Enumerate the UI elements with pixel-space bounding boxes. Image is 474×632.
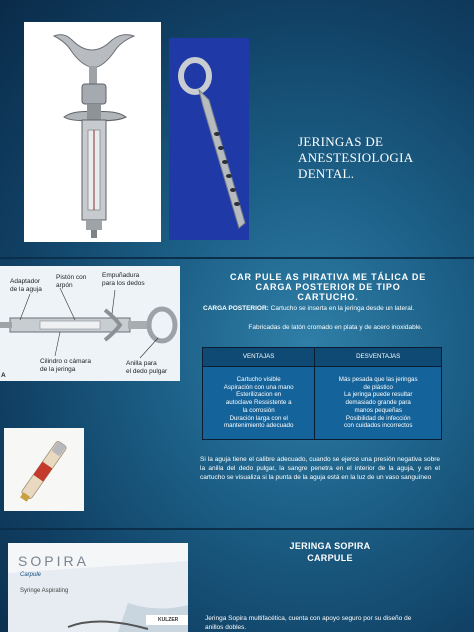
ventaja-line: Aspiración con una mano <box>223 383 294 391</box>
ventajas-desventajas-table <box>202 347 442 440</box>
ventaja-line: mantenimiento adecuado <box>223 422 294 430</box>
label-line: arpón <box>56 281 73 289</box>
label-empunadura <box>102 272 145 287</box>
heading-line: CAR PULE AS PIRATIVA ME TÁLICA DE <box>229 272 427 282</box>
table-row <box>203 367 442 440</box>
label-line: de la jeringa <box>40 365 76 373</box>
label-line: el dedo pulgar <box>126 367 168 375</box>
ventaja-line: autoclave Ressistente a <box>225 399 292 407</box>
carga-label: CARGA POSTERIOR: <box>203 305 269 312</box>
ventajas-cell <box>203 367 315 440</box>
title-line: JERINGAS DE <box>298 134 384 149</box>
heading-line: JERINGA SOPIRA <box>289 541 371 551</box>
fabricadas-text: Fabricadas de latón cromado en plata y de acero inoxidable. <box>248 324 423 331</box>
desventaja-line: La jeringa puede resultar <box>343 391 413 399</box>
sopira-paragraph <box>205 614 450 632</box>
syringe-photo-white <box>24 22 161 242</box>
kulzer-logo: KULZER <box>158 617 179 623</box>
desventaja-line: Posibilidad de infección <box>345 414 411 422</box>
ventaja-line: Duración larga con el <box>229 414 288 422</box>
carga-posterior-text <box>203 305 468 312</box>
sopira-product-photo <box>8 543 188 632</box>
syringe-illustration-1 <box>24 22 161 242</box>
carpule-label: Carpule <box>20 572 42 578</box>
title-line: DENTAL. <box>298 166 355 181</box>
desventaja-line: Más pesada que las jeringas <box>338 375 418 383</box>
syringe-aspirating-label: Syringe Aspirating <box>20 588 69 594</box>
cartridge-photo <box>4 428 84 511</box>
ventaja-line: Cartucho visible <box>236 375 281 383</box>
paragraph-line: Jeringa Sopira multifacética, cuenta con apoyo seguro por su diseño de <box>205 615 412 622</box>
heading-line: CARPULE <box>307 553 353 563</box>
slide-divider <box>0 257 474 259</box>
syringe-diagram <box>0 266 180 381</box>
syringe-illustration-2 <box>169 38 249 240</box>
slide-divider <box>0 528 474 530</box>
desventajas-cell <box>315 367 442 440</box>
label-line: Anilla para <box>126 360 157 367</box>
syringe-photo-blue <box>169 38 249 240</box>
desventaja-line: demasiado grande para <box>345 399 411 407</box>
paragraph-line: anillos dobles. <box>205 624 247 631</box>
slide-title-jeringas <box>298 134 468 182</box>
heading-line: CARGA POSTERIOR DE TIPO <box>255 282 401 292</box>
label-line: para los dedos <box>102 279 145 287</box>
sopira-brand: SOPIRA <box>18 553 89 569</box>
desventaja-line: de plástico <box>363 383 393 391</box>
label-adaptador <box>10 278 42 293</box>
desventaja-line: manos pequeñas <box>354 406 402 414</box>
ventaja-line: la corrosión <box>242 406 275 414</box>
header-desventajas: DESVENTAJAS <box>315 348 442 367</box>
header-ventajas: VENTAJAS <box>203 348 315 367</box>
desventaja-line: con cuidados incorrectos <box>343 422 413 430</box>
carga-description: Cartucho se inserta en la jeringa desde un lateral. <box>268 305 415 312</box>
aspiration-paragraph: Si la aguja tiene el calibre adecuado, cuando se ejerce una presión negativa sobre la anilla del dedo pulgar, la sangre penetra en el interior de la aguja, y en el cartucho se visualiza si la punta de la aguja está en la luz de un vaso sanguíneo <box>200 456 440 481</box>
section-heading-sopira <box>255 540 405 564</box>
heading-line: CARTUCHO. <box>297 292 359 302</box>
ventaja-line: Esterilizacion en <box>236 391 282 399</box>
label-anilla <box>126 360 167 375</box>
label-line: de la aguja <box>10 285 42 293</box>
title-line: ANESTESIOLOGIA <box>298 150 414 165</box>
cartridge-illustration <box>4 428 84 511</box>
label-line: Adaptador <box>10 278 40 285</box>
table-header-row <box>203 348 442 367</box>
section-heading-carpule <box>210 272 446 302</box>
label-line: Cilindro o cámara <box>40 358 91 365</box>
label-corner: A <box>1 372 6 379</box>
label-cilindro <box>40 358 91 373</box>
label-line: Empuñadura <box>102 272 140 279</box>
label-line: Pistón con <box>56 274 87 281</box>
label-piston <box>56 274 86 289</box>
